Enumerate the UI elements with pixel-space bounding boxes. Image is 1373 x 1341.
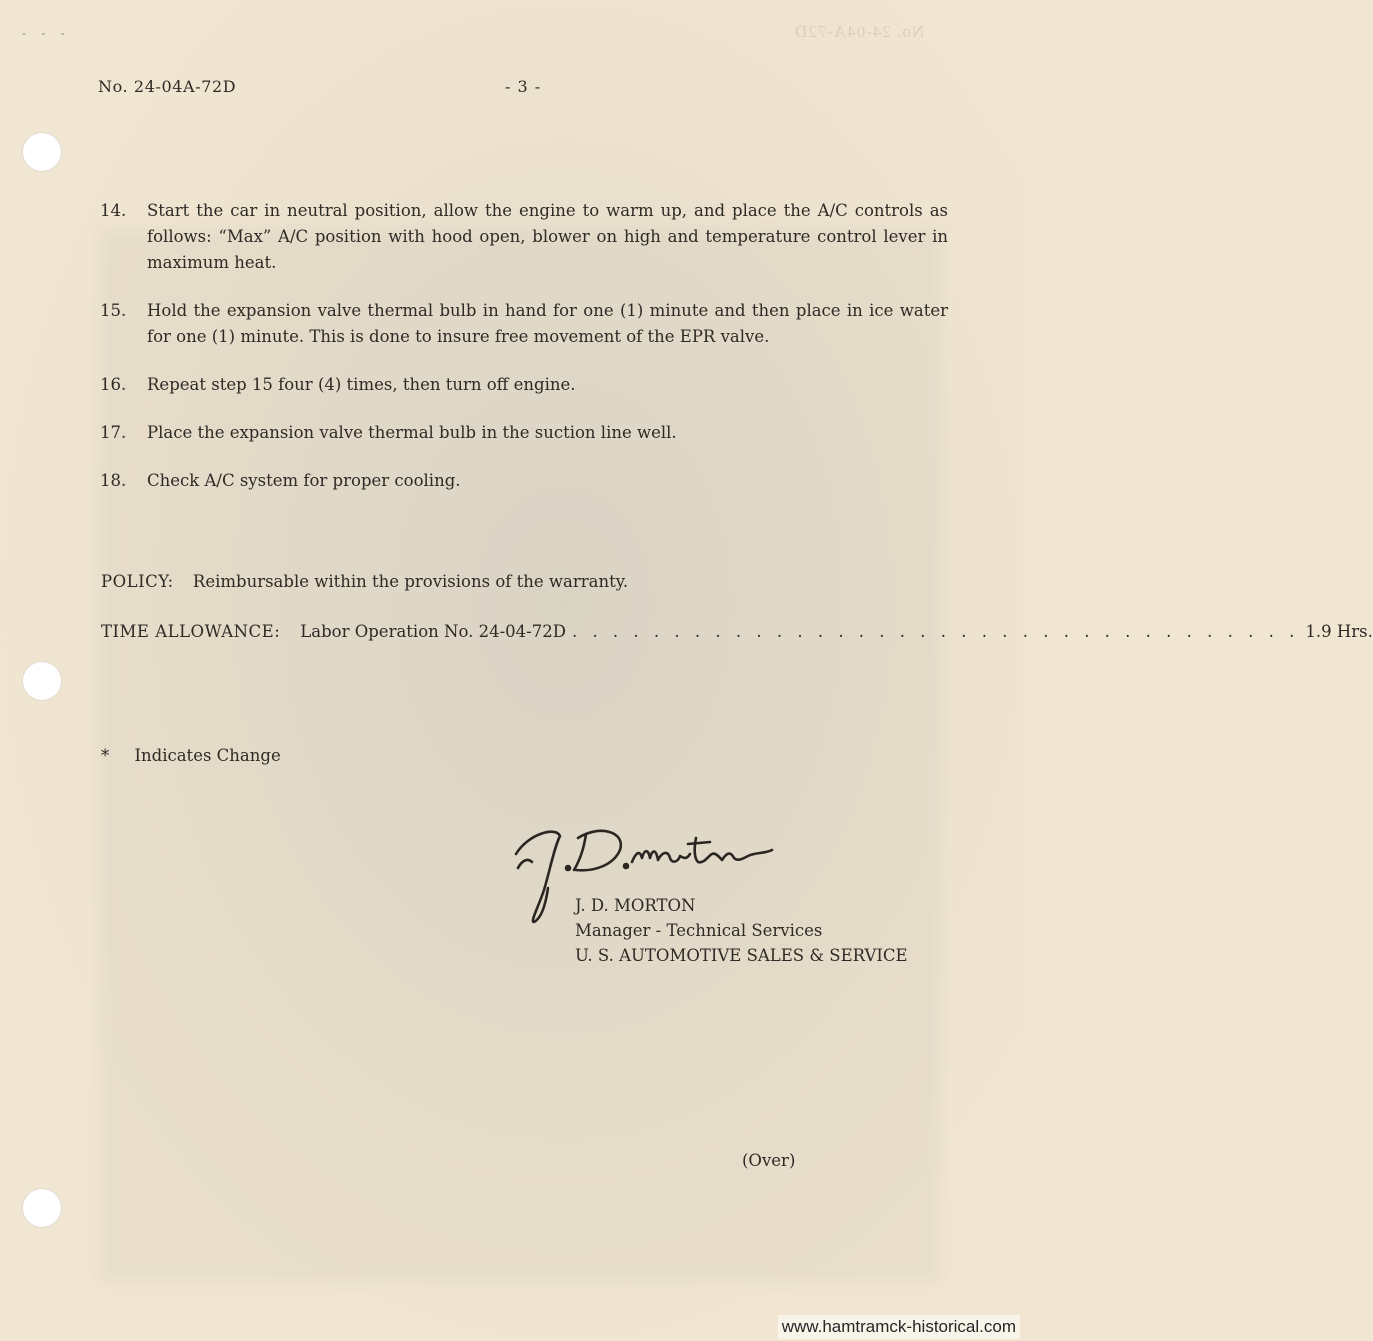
step-item xyxy=(100,198,948,276)
labor-operation: Labor Operation No. 24-04-72D xyxy=(300,622,566,641)
binder-hole-top xyxy=(23,133,61,171)
step-text: Hold the expansion valve thermal bulb in hand for one (1) minute and then place in ice water for one (1) minute. This is done to insure free movement of the EPR valve. xyxy=(147,301,948,346)
step-number: 17. xyxy=(100,423,127,442)
signature-stroke xyxy=(688,842,710,844)
step-item xyxy=(100,298,948,350)
binder-hole-bottom xyxy=(23,1189,61,1227)
dot-leader: . . . . . . . . . . . . . . . . . . . . . . . . . . . . . . . . . . . . xyxy=(571,622,1300,641)
policy-label: POLICY: xyxy=(101,572,174,591)
signatory-title: Manager - Technical Services xyxy=(575,921,823,940)
step-number: 16. xyxy=(100,375,127,394)
step-text: Place the expansion valve thermal bulb in the suction line well. xyxy=(147,423,677,442)
time-hours: 1.9 Hrs. xyxy=(1305,622,1373,641)
change-text: Indicates Change xyxy=(134,746,281,765)
site-watermark: www.hamtramck-historical.com xyxy=(778,1315,1020,1339)
step-text: Check A/C system for proper cooling. xyxy=(147,471,461,490)
change-marker: * xyxy=(101,746,110,765)
signature-stroke xyxy=(518,860,532,868)
change-note xyxy=(101,746,281,765)
step-text: Repeat step 15 four (4) times, then turn off engine. xyxy=(147,375,576,394)
step-number: 14. xyxy=(100,201,127,220)
step-item xyxy=(100,468,948,494)
signatory-block xyxy=(575,893,908,968)
signature-stroke xyxy=(516,832,560,922)
step-text: Start the car in neutral position, allow the engine to warm up, and place the A/C controls as follows: “Max” A/C position with hood open, blower on high and temperature control lever in maximum heat. xyxy=(147,201,948,272)
document-number: No. 24-04A-72D xyxy=(98,77,237,96)
binder-hole-middle xyxy=(23,662,61,700)
page-number: - 3 - xyxy=(505,77,542,96)
signature-dot xyxy=(624,864,628,868)
step-number: 18. xyxy=(100,471,127,490)
signatory-organization: U. S. AUTOMOTIVE SALES & SERVICE xyxy=(575,946,908,965)
signatory-name: J. D. MORTON xyxy=(575,896,696,915)
corner-marks: - - - xyxy=(22,26,71,40)
procedure-steps xyxy=(100,198,948,516)
step-item xyxy=(100,372,948,398)
step-number: 15. xyxy=(100,301,127,320)
signature-dot xyxy=(566,866,570,870)
time-allowance-line xyxy=(101,622,1373,641)
policy-text: Reimbursable within the provisions of the warranty. xyxy=(192,572,629,591)
bleed-through-text: No. 24-04A-72D xyxy=(793,22,924,41)
step-item xyxy=(100,420,948,446)
over-label: (Over) xyxy=(742,1151,796,1170)
time-allowance-label: TIME ALLOWANCE: xyxy=(101,622,281,641)
signature-stroke xyxy=(574,834,586,870)
policy-line xyxy=(101,572,628,591)
